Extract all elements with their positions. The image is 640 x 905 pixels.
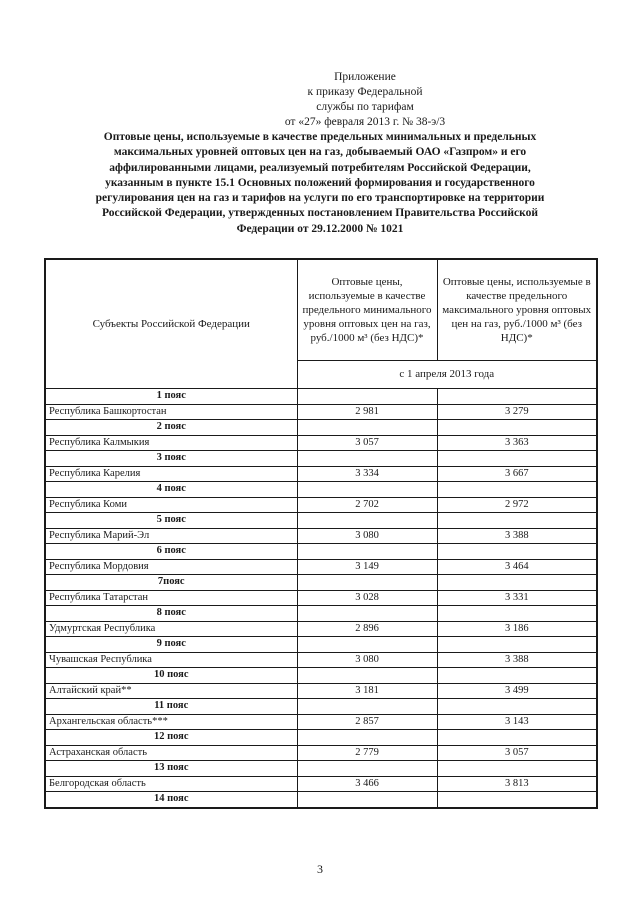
empty-cell [437,544,597,560]
empty-cell [437,482,597,498]
table-row [45,621,597,637]
belt-label: 1 пояс [45,389,297,405]
empty-cell [437,699,597,715]
table-row [45,652,597,668]
table-row [45,497,597,513]
belt-label: 6 пояс [45,544,297,560]
max-price-value: 2 972 [437,497,597,513]
min-price-value: 2 896 [297,621,437,637]
empty-cell [437,606,597,622]
belt-row [45,513,597,529]
empty-cell [437,637,597,653]
region-name: Республика Марий-Эл [45,528,297,544]
max-price-value: 3 388 [437,528,597,544]
page-number: 3 [317,862,323,876]
belt-label: 2 пояс [45,420,297,436]
empty-cell [437,730,597,746]
region-name: Белгородская область [45,776,297,792]
table-row [45,683,597,699]
max-price-value: 3 499 [437,683,597,699]
empty-cell [437,575,597,591]
title-line: аффилированными лицами, реализуемый потребителям Российской Федерации, [109,161,531,174]
belt-row [45,389,597,405]
max-price-value: 3 464 [437,559,597,575]
belt-row [45,699,597,715]
max-price-value: 3 186 [437,621,597,637]
belt-row [45,482,597,498]
belt-row [45,451,597,467]
header-min-price: Оптовые цены, используемые в качестве предельного минимального уровня оптовых цен на газ, руб./1000 м³ (без НДС)* [297,259,437,360]
empty-cell [437,513,597,529]
empty-cell [437,668,597,684]
belt-row [45,575,597,591]
region-name: Республика Карелия [45,466,297,482]
region-name: Алтайский край** [45,683,297,699]
belt-row [45,730,597,746]
max-price-value: 3 143 [437,714,597,730]
table-row [45,404,597,420]
max-price-value: 3 057 [437,745,597,761]
title-line: указанным в пункте 15.1 Основных положений формирования и государственного [105,176,535,189]
region-name: Республика Мордовия [45,559,297,575]
empty-cell [297,792,437,808]
belt-label: 5 пояс [45,513,297,529]
min-price-value: 2 779 [297,745,437,761]
min-price-value: 3 080 [297,528,437,544]
min-price-value: 3 334 [297,466,437,482]
max-price-value: 3 279 [437,404,597,420]
belt-row [45,637,597,653]
min-price-value: 2 702 [297,497,437,513]
empty-cell [297,637,437,653]
belt-label: 13 пояс [45,761,297,777]
header-max-price: Оптовые цены, используемые в качестве предельного максимального уровня оптовых цен на газ, руб./1000 м³ (без НДС)* [437,259,597,360]
title-line: максимальных уровней оптовых цен на газ, добываемый ОАО «Газпром» и его [113,146,527,159]
empty-cell [297,544,437,560]
title-line: Оптовые цены, используемые в качестве предельных минимальных и предельных [103,131,537,143]
empty-cell [437,792,597,808]
belt-row [45,792,597,808]
belt-label: 3 пояс [45,451,297,467]
title-line: Российской Федерации, утвержденных постановлением Правительства Российской [101,207,539,220]
appendix-line: Приложение [334,71,396,83]
min-price-value: 3 080 [297,652,437,668]
appendix-line: службы по тарифам [316,101,414,113]
region-name: Республика Татарстан [45,590,297,606]
empty-cell [297,606,437,622]
empty-cell [297,730,437,746]
empty-cell [297,668,437,684]
belt-row [45,544,597,560]
table-row [45,528,597,544]
belt-label: 14 пояс [45,792,297,808]
table-row [45,714,597,730]
empty-cell [297,513,437,529]
table-row [45,776,597,792]
region-name: Республика Калмыкия [45,435,297,451]
belt-label: 12 пояс [45,730,297,746]
document-title [60,130,580,237]
table-row [45,745,597,761]
appendix-line: к приказу Федеральной [307,86,423,98]
empty-cell [297,761,437,777]
min-price-value: 3 028 [297,590,437,606]
belt-label: 8 пояс [45,606,297,622]
empty-cell [297,482,437,498]
empty-cell [297,451,437,467]
min-price-value: 3 057 [297,435,437,451]
min-price-value: 2 981 [297,404,437,420]
region-name: Республика Башкортостан [45,404,297,420]
empty-cell [297,575,437,591]
max-price-value: 3 813 [437,776,597,792]
empty-cell [437,420,597,436]
max-price-value: 3 667 [437,466,597,482]
empty-cell [297,389,437,405]
empty-cell [297,699,437,715]
belt-label: 4 пояс [45,482,297,498]
region-name: Архангельская область*** [45,714,297,730]
empty-cell [437,451,597,467]
table-row [45,559,597,575]
table-row [45,435,597,451]
title-line: регулирования цен на газ и тарифов на услуги по его транспортировке на территории [95,192,545,205]
title-line: Федерации от 29.12.2000 № 1021 [236,222,404,235]
belt-label: 9 пояс [45,637,297,653]
appendix-note [250,70,480,130]
belt-row [45,420,597,436]
empty-cell [437,761,597,777]
belt-label: 11 пояс [45,699,297,715]
min-price-value: 3 466 [297,776,437,792]
max-price-value: 3 363 [437,435,597,451]
belt-row [45,606,597,622]
header-date: с 1 апреля 2013 года [297,360,597,388]
appendix-line: от «27» февраля 2013 г. № 38-э/3 [284,116,446,128]
region-name: Республика Коми [45,497,297,513]
belt-row [45,761,597,777]
price-table [44,258,598,809]
region-name: Астраханская область [45,745,297,761]
belt-label: 10 пояс [45,668,297,684]
min-price-value: 3 149 [297,559,437,575]
header-subjects: Субъекты Российской Федерации [45,259,297,389]
empty-cell [297,420,437,436]
max-price-value: 3 388 [437,652,597,668]
max-price-value: 3 331 [437,590,597,606]
table-row [45,466,597,482]
region-name: Чувашская Республика [45,652,297,668]
min-price-value: 3 181 [297,683,437,699]
belt-label: 7пояс [45,575,297,591]
price-table-body [45,259,597,808]
min-price-value: 2 857 [297,714,437,730]
region-name: Удмуртская Республика [45,621,297,637]
empty-cell [437,389,597,405]
table-row [45,590,597,606]
belt-row [45,668,597,684]
table-header-row [45,259,597,360]
